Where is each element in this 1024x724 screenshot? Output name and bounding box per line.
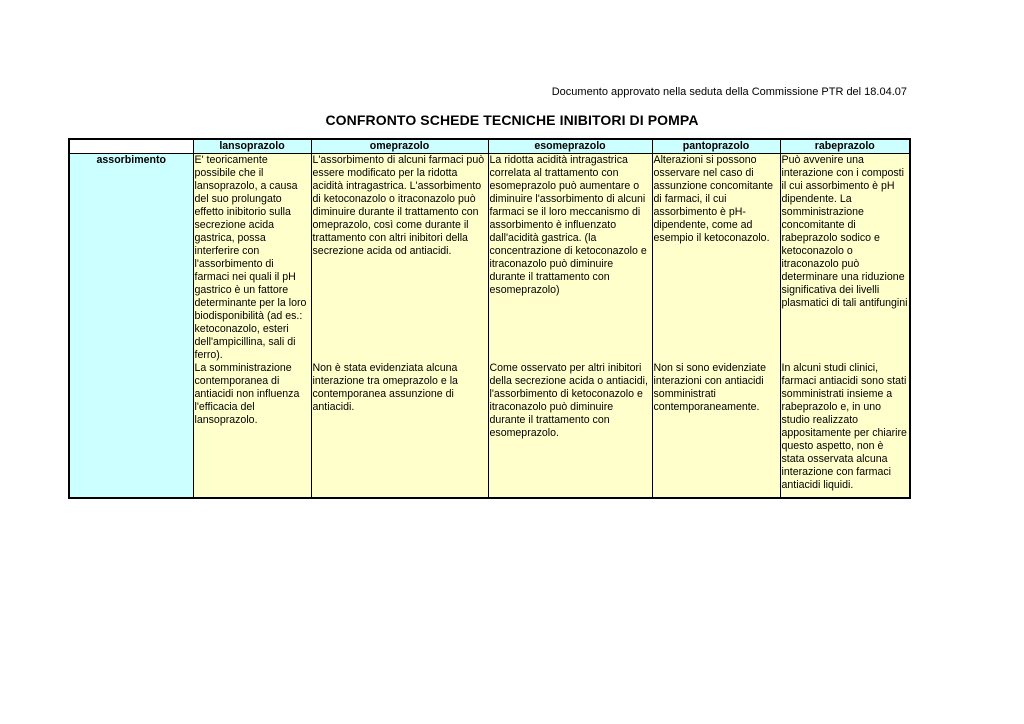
row-label-assorbimento: assorbimento <box>69 154 193 499</box>
column-header-omeprazolo: omeprazolo <box>311 139 488 154</box>
header-corner <box>69 139 193 154</box>
cell-rabeprazolo-antacids: In alcuni studi clinici, farmaci antiacidi sono stati somministrati insieme a rabeprazolo e, in uno studio realizzato appositamente per chiarire questo aspetto, non è stata osservata alcuna interazione con farmaci antiacidi liquidi. <box>780 362 910 498</box>
cell-esomeprazolo-antacids: Come osservato per altri inibitori della secrezione acida o antiacidi, l'assorbimento di ketoconazolo e itraconazolo può diminuire durante il trattamento con esomeprazolo. <box>488 362 652 498</box>
cell-omeprazolo-interaction: L'assorbimento di alcuni farmaci può essere modificato per la ridotta acidità intragastrica. L'assorbimento di ketoconazolo o itraconazolo può diminuire durante il trattamento con omeprazolo, così come durante il trattamento con altri inibitori della secrezione acida od antiacidi. <box>311 154 488 363</box>
cell-rabeprazolo-interaction: Può avvenire una interazione con i composti il cui assorbimento è pH dipendente. La somministrazione concomitante di rabeprazolo sodico e ketoconazolo o itraconazolo può determinare una riduzione significativa dei livelli plasmatici di tali antifungini <box>780 154 910 363</box>
column-header-lansoprazolo: lansoprazolo <box>193 139 311 154</box>
table-row <box>69 362 910 498</box>
comparison-table <box>68 138 911 499</box>
column-header-rabeprazolo: rabeprazolo <box>780 139 910 154</box>
cell-lansoprazolo-interaction: E' teoricamente possibile che il lansoprazolo, a causa del suo prolungato effetto inibitorio sulla secrezione acida gastrica, possa interferire con l'assorbimento di farmaci nei quali il pH gastrico è un fattore determinante per la loro biodisponibilità (ad es.: ketoconazolo, esteri dell'ampicillina, sali di ferro). <box>193 154 311 363</box>
header-row <box>69 139 910 154</box>
cell-lansoprazolo-antacids: La somministrazione contemporanea di antiacidi non influenza l'efficacia del lansoprazolo. <box>193 362 311 498</box>
column-header-esomeprazolo: esomeprazolo <box>488 139 652 154</box>
document-title: CONFRONTO SCHEDE TECNICHE INIBITORI DI POMPA <box>325 112 699 128</box>
cell-pantoprazolo-antacids: Non si sono evidenziate interazioni con antiacidi somministrati contemporaneamente. <box>652 362 780 498</box>
approval-note: Documento approvato nella seduta della Commissione PTR del 18.04.07 <box>551 86 907 98</box>
cell-pantoprazolo-interaction: Alterazioni si possono osservare nel caso di assunzione concomitante di farmaci, il cui assorbimento è pH-dipendente, come ad esempio il ketoconazolo. <box>652 154 780 363</box>
cell-esomeprazolo-interaction: La ridotta acidità intragastrica correlata al trattamento con esomeprazolo può aumentare o diminuire l'assorbimento di alcuni farmaci se il loro meccanismo di assorbimento è influenzato dall'acidità gastrica. (la concentrazione di ketoconazolo e itraconazolo può diminuire durante il trattamento con esomeprazolo) <box>488 154 652 363</box>
cell-omeprazolo-antacids: Non è stata evidenziata alcuna interazione tra omeprazolo e la contemporanea assunzione di antiacidi. <box>311 362 488 498</box>
column-header-pantoprazolo: pantoprazolo <box>652 139 780 154</box>
table-row <box>69 154 910 363</box>
